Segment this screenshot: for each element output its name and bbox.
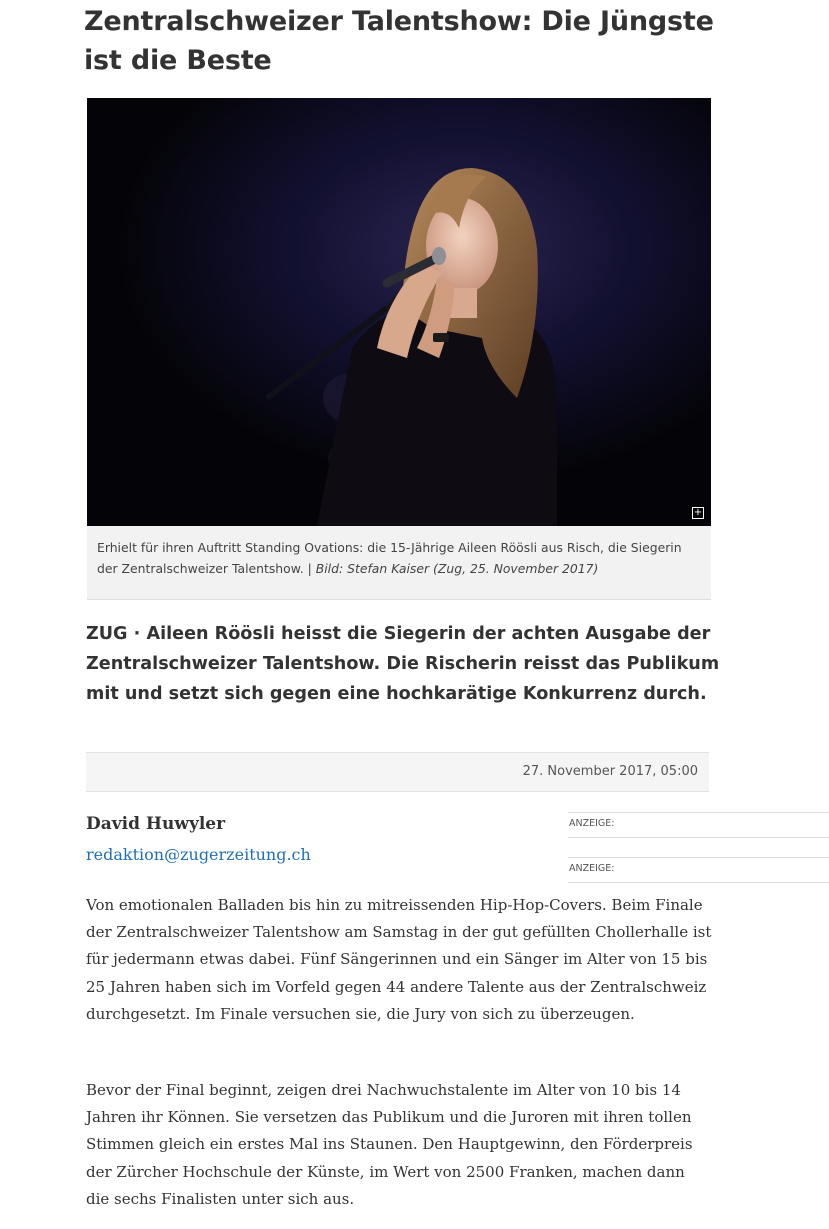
article-headline: Zentralschweizer Talentshow: Die Jüngste ist die Beste [84,6,714,76]
expand-icon[interactable]: + [693,507,703,518]
article-photo[interactable] [87,98,711,526]
article-lead [86,619,726,709]
singer-photo-illustration [87,98,711,526]
ad-label: ANZEIGE: [569,818,615,829]
caption-credit: | Bild: Stefan Kaiser (Zug, 25. November 2017) [307,561,599,576]
author-email-link[interactable]: redaktion@zugerzeitung.ch [86,845,311,864]
image-caption [87,526,711,600]
article-paragraph: Bevor der Final beginnt, zeigen drei Nachwuchstalente im Alter von 10 bis 14 Jahren ihr Können. Sie versetzen das Publikum und die Juroren mit ihren tollen Stimmen gleich ein erstes Mal ins Staunen. Den Hauptgewinn, den Förderpreis der Zürcher Hochschule der Künste, im Wert von 2500 Franken, machen dann die sechs Finalisten unter sich aus. [86,1081,693,1208]
ad-slot-2[interactable] [568,857,829,883]
publish-date: 27. November 2017, 05:00 [522,764,698,779]
lead-text: Aileen Röösli heisst die Siegerin der achten Ausgabe der Zentralschweizer Talentshow. Die Rischerin reisst das Publikum mit und setzt sich gegen eine hochkarätige Konkurrenz durch. [86,624,720,704]
lead-separator: · [133,624,141,644]
author-name: David Huwyler [86,814,226,834]
publish-date-bar [86,752,709,792]
ad-label: ANZEIGE: [569,863,615,874]
caption-text: Erhielt für ihren Auftritt Standing Ovations: die 15-Jährige Aileen Röösli aus Risch, die Siegerin der Zentralschweizer Talentshow. [97,540,682,576]
article-paragraph: Von emotionalen Balladen bis hin zu mitreissenden Hip-Hop-Covers. Beim Finale der Zentralschweizer Talentshow am Samstag in der gut gefüllten Chollerhalle ist für jedermann etwas dabei. Fünf Sängerinnen und ein Sänger im Alter von 15 bis 25 Jahren haben sich im Vorfeld gegen 44 andere Talente aus der Zentralschweiz durchgesetzt. Im Finale versuchen sie, die Jury von sich zu überzeugen. [86,896,712,1023]
lead-location: ZUG [86,624,128,644]
ad-slot-1[interactable] [568,812,829,838]
